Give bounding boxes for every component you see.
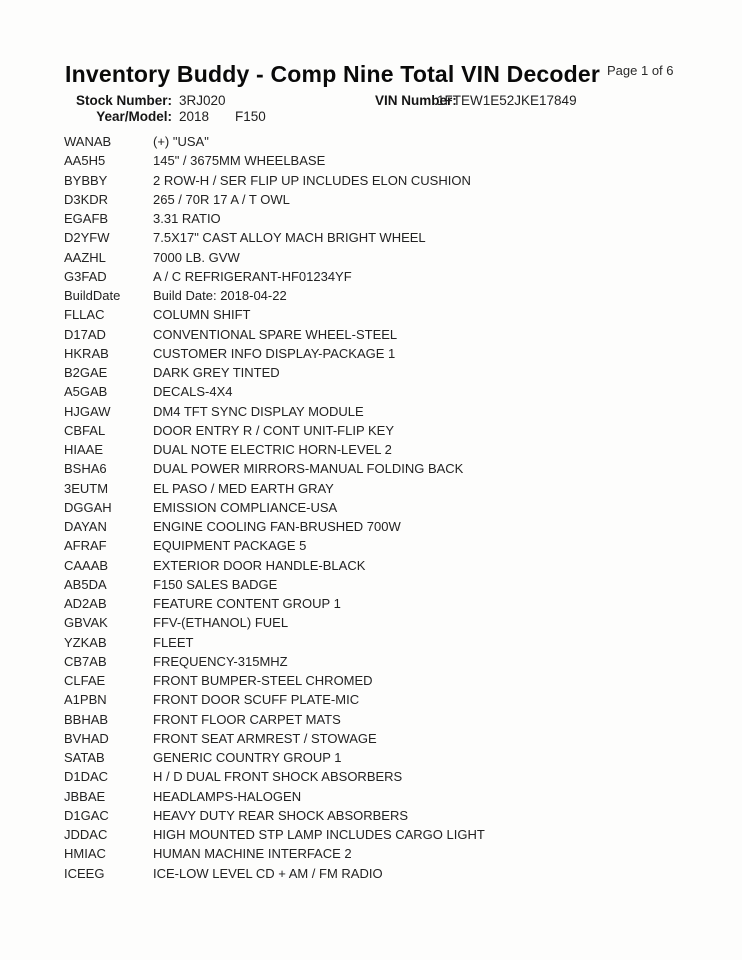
option-description: DM4 TFT SYNC DISPLAY MODULE	[153, 403, 364, 419]
option-code: AA5H5	[64, 153, 106, 169]
option-description: FREQUENCY-315MHZ	[153, 653, 288, 669]
table-row	[64, 344, 704, 363]
page-indicator: Page 1 of 6	[607, 63, 674, 78]
option-description: H / D DUAL FRONT SHOCK ABSORBERS	[153, 769, 403, 785]
stock-number-label: Stock Number:	[75, 93, 172, 108]
option-code: FLLAC	[64, 307, 105, 323]
table-row	[64, 248, 704, 267]
table-row	[64, 402, 704, 421]
stock-number-value: 3RJ020	[179, 93, 226, 108]
option-code: A5GAB	[64, 384, 108, 400]
option-description: FLEET	[153, 634, 194, 650]
option-code: CB7AB	[64, 653, 107, 669]
table-row	[64, 575, 704, 594]
table-row	[64, 440, 704, 459]
option-description: A / C REFRIGERANT-HF01234YF	[153, 268, 352, 284]
option-code: AAZHL	[64, 249, 106, 265]
option-code: HIAAE	[64, 442, 104, 457]
option-description: (+) "USA"	[153, 134, 209, 149]
table-row	[64, 498, 704, 517]
table-row	[64, 382, 704, 401]
vin-number-label: VIN Number:	[375, 93, 457, 108]
table-row	[64, 633, 704, 652]
table-row	[64, 594, 704, 613]
table-row	[64, 613, 704, 632]
option-description: 7.5X17" CAST ALLOY MACH BRIGHT WHEEL	[153, 230, 426, 246]
option-code: 3EUTM	[64, 480, 109, 496]
option-code: BVHAD	[64, 730, 109, 746]
option-description: FFV-(ETHANOL) FUEL	[153, 615, 289, 631]
option-code: DGGAH	[64, 499, 112, 515]
option-description: COLUMN SHIFT	[153, 307, 251, 323]
table-row	[64, 190, 704, 209]
option-code: D17AD	[64, 326, 106, 342]
table-row	[64, 325, 704, 344]
table-row	[64, 209, 704, 228]
table-row	[64, 690, 704, 709]
option-code: YZKAB	[64, 634, 107, 650]
option-code: AD2AB	[64, 596, 107, 611]
option-code: D2YFW	[64, 230, 110, 246]
option-description: FRONT DOOR SCUFF PLATE-MIC	[153, 692, 360, 708]
table-row	[64, 171, 704, 190]
table-row	[64, 132, 704, 151]
table-row	[64, 363, 704, 382]
option-description: DUAL POWER MIRRORS-MANUAL FOLDING BACK	[153, 461, 464, 477]
table-row	[64, 748, 704, 767]
option-description: DARK GREY TINTED	[153, 365, 280, 380]
option-description: 265 / 70R 17 A / T OWL	[153, 191, 290, 207]
option-description: GENERIC COUNTRY GROUP 1	[153, 750, 342, 765]
option-description: HEADLAMPS-HALOGEN	[153, 788, 302, 804]
table-row	[64, 421, 704, 440]
option-code: ICEEG	[64, 865, 105, 881]
option-code: D3KDR	[64, 191, 109, 207]
year-value: 2018	[179, 109, 210, 124]
table-row	[64, 864, 704, 883]
option-code: SATAB	[64, 750, 105, 765]
table-row	[64, 729, 704, 748]
option-description: DOOR ENTRY R / CONT UNIT-FLIP KEY	[153, 422, 395, 438]
table-row	[64, 806, 704, 825]
year-model-label: Year/Model:	[96, 109, 172, 124]
option-description: 3.31 RATIO	[153, 211, 221, 226]
option-description: EL PASO / MED EARTH GRAY	[153, 480, 334, 496]
option-description: 7000 LB. GVW	[153, 249, 240, 265]
option-description: F150 SALES BADGE	[153, 576, 278, 592]
option-description: EQUIPMENT PACKAGE 5	[153, 538, 307, 554]
vin-number-value: 1FTEW1E52JKE17849	[437, 93, 577, 108]
table-row	[64, 787, 704, 806]
option-code: HJGAW	[64, 403, 111, 419]
table-row	[64, 517, 704, 536]
option-description: CONVENTIONAL SPARE WHEEL-STEEL	[153, 326, 398, 342]
option-description: HIGH MOUNTED STP LAMP INCLUDES CARGO LIGHT	[153, 827, 485, 842]
model-value: F150	[235, 109, 266, 124]
table-row	[64, 767, 704, 786]
option-code: HKRAB	[64, 345, 109, 361]
table-row	[64, 844, 704, 863]
option-code: BSHA6	[64, 461, 107, 477]
option-description: FRONT SEAT ARMREST / STOWAGE	[153, 730, 377, 746]
option-description: HUMAN MACHINE INTERFACE 2	[153, 846, 352, 862]
option-description: HEAVY DUTY REAR SHOCK ABSORBERS	[153, 807, 409, 823]
option-description: ICE-LOW LEVEL CD + AM / FM RADIO	[153, 865, 383, 881]
option-code: JBBAE	[64, 788, 106, 804]
option-code: CBFAL	[64, 422, 106, 438]
option-description: ENGINE COOLING FAN-BRUSHED 700W	[153, 519, 401, 534]
option-code: BYBBY	[64, 172, 108, 188]
option-description: Build Date: 2018-04-22	[153, 288, 287, 303]
option-code: D1GAC	[64, 807, 109, 823]
option-description: EXTERIOR DOOR HANDLE-BLACK	[153, 557, 366, 573]
option-code: DAYAN	[64, 519, 107, 534]
option-code: AB5DA	[64, 576, 107, 592]
option-code: JDDAC	[64, 827, 108, 842]
table-row	[64, 671, 704, 690]
option-code: A1PBN	[64, 692, 107, 708]
page-title: Inventory Buddy - Comp Nine Total VIN Decoder	[65, 61, 601, 87]
option-description: DECALS-4X4	[153, 384, 233, 400]
option-code: WANAB	[64, 134, 112, 149]
table-row	[64, 536, 704, 555]
option-code: G3FAD	[64, 268, 107, 284]
table-row	[64, 825, 704, 844]
options-table	[64, 132, 704, 883]
table-row	[64, 228, 704, 247]
option-code: GBVAK	[64, 615, 108, 631]
option-code: CAAAB	[64, 557, 109, 573]
table-row	[64, 652, 704, 671]
option-description: FEATURE CONTENT GROUP 1	[153, 596, 341, 611]
option-code: BuildDate	[64, 288, 121, 303]
table-row	[64, 267, 704, 286]
table-row	[64, 459, 704, 478]
option-code: EGAFB	[64, 211, 109, 226]
option-description: FRONT BUMPER-STEEL CHROMED	[153, 673, 373, 688]
option-code: CLFAE	[64, 673, 106, 688]
option-code: D1DAC	[64, 769, 109, 785]
table-row	[64, 556, 704, 575]
option-code: AFRAF	[64, 538, 107, 554]
option-code: HMIAC	[64, 846, 106, 862]
table-row	[64, 710, 704, 729]
option-code: BBHAB	[64, 711, 109, 727]
option-description: FRONT FLOOR CARPET MATS	[153, 711, 341, 727]
table-row	[64, 479, 704, 498]
table-row	[64, 305, 704, 324]
option-description: 2 ROW-H / SER FLIP UP INCLUDES ELON CUSHION	[153, 172, 471, 188]
table-row	[64, 286, 704, 305]
option-description: DUAL NOTE ELECTRIC HORN-LEVEL 2	[153, 442, 392, 457]
option-code: B2GAE	[64, 365, 108, 380]
table-row	[64, 151, 704, 170]
option-description: 145" / 3675MM WHEELBASE	[153, 153, 326, 169]
option-description: CUSTOMER INFO DISPLAY-PACKAGE 1	[153, 345, 396, 361]
option-description: EMISSION COMPLIANCE-USA	[153, 499, 338, 515]
